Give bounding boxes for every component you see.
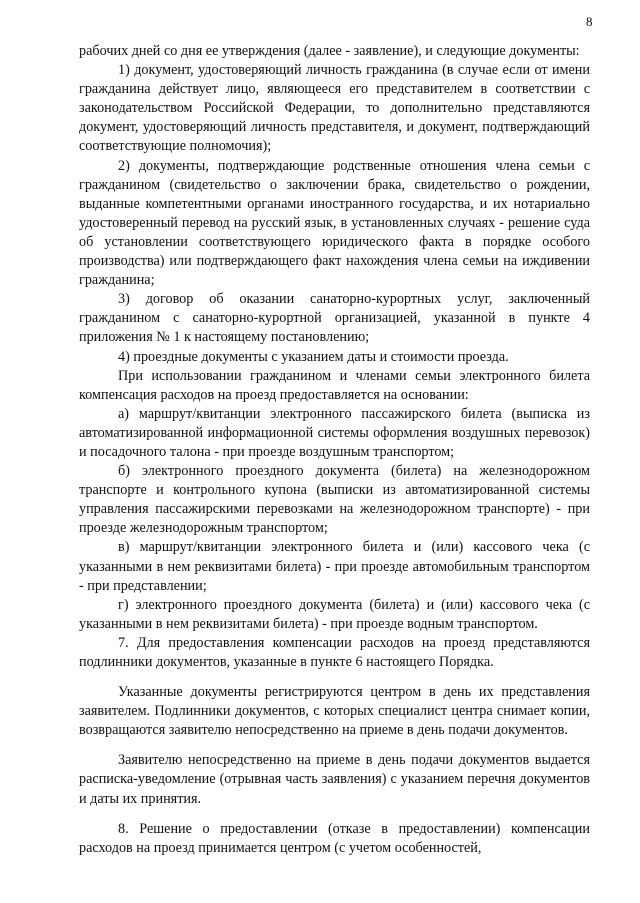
document-body [79,42,590,858]
paragraph-section-7: 7. Для предоставления компенсации расходов на проезд представляются подлинники документов, указанные в пункте 6 настоящего Порядка. [79,634,590,670]
paragraph-item-1: 1) документ, удостоверяющий личность гражданина (в случае если от имени гражданина действует лицо, являющееся его представителем в соответствии с законодательством Российской Федерации, то дополнительно представляются документ, удостоверяющий личность представителя, и документ, подтверждающий соответствующие полномочия); [79,62,590,155]
paragraph-continuation: рабочих дней со дня ее утверждения (далее - заявление), и следующие документы: [79,43,580,59]
paragraph-receipt: Заявителю непосредственно на приеме в день подачи документов выдается расписка-уведомление (отрывная часть заявления) с указанием перечня документов и даты их принятия. [79,752,590,807]
paragraph-item-2: 2) документы, подтверждающие родственные отношения члена семьи с гражданином (свидетельство о заключении брака, свидетельство о рождении, выданные компетентными органами иностранного государства, и их нотариально удостоверенный перевод на русский язык, в установленных случаях - решение суда об установлении соответствующего юридического факта в порядке особого производства) или подтверждающего факт нахождения члена семьи на иждивении гражданина; [79,157,590,289]
paragraph-item-4: 4) проездные документы с указанием даты и стоимости проезда. [118,348,509,365]
paragraph-item-a: а) маршрут/квитанции электронного пассажирского билета (выписка из автоматизированной информационной системы оформления воздушных перевозок) и посадочного талона - при проезде воздушным транспортом; [79,405,590,460]
paragraph-item-g: г) электронного проездного документа (билета) и (или) кассового чека (с указанными в нем реквизитами билета) - при проезде водным транспортом. [79,596,590,632]
paragraph-item-v: в) маршрут/квитанции электронного билета и (или) кассового чека (с указанными в нем реквизитами билета) - при проезде автомобильным транспортом - при представлении; [79,539,590,594]
page-number: 8 [586,14,593,29]
paragraph-registration: Указанные документы регистрируются центром в день их представления заявителем. Подлинники документов, с которых специалист центра снимает копии, возвращаются заявителю непосредственно на приеме в день подачи документов. [79,684,590,739]
paragraph-section-8: 8. Решение о предоставлении (отказе в предоставлении) компенсации расходов на проезд принимается центром (с учетом особенностей, [79,820,590,856]
paragraph-item-b: б) электронного проездного документа (билета) на железнодорожном транспорте и контрольного купона (выписки из автоматизированной системы управления пассажирскими перевозками на железнодорожном транспорте) - при проезде железнодорожным транспортом; [79,463,590,537]
paragraph-e-ticket-intro: При использовании гражданином и членами семьи электронного билета компенсация расходов на проезд предоставляется на основании: [79,367,590,403]
paragraph-item-3: 3) договор об оказании санаторно-курортных услуг, заключенный гражданином с санаторно-курортной организацией, указанной в пункте 4 приложения № 1 к настоящему постановлению; [79,291,590,346]
